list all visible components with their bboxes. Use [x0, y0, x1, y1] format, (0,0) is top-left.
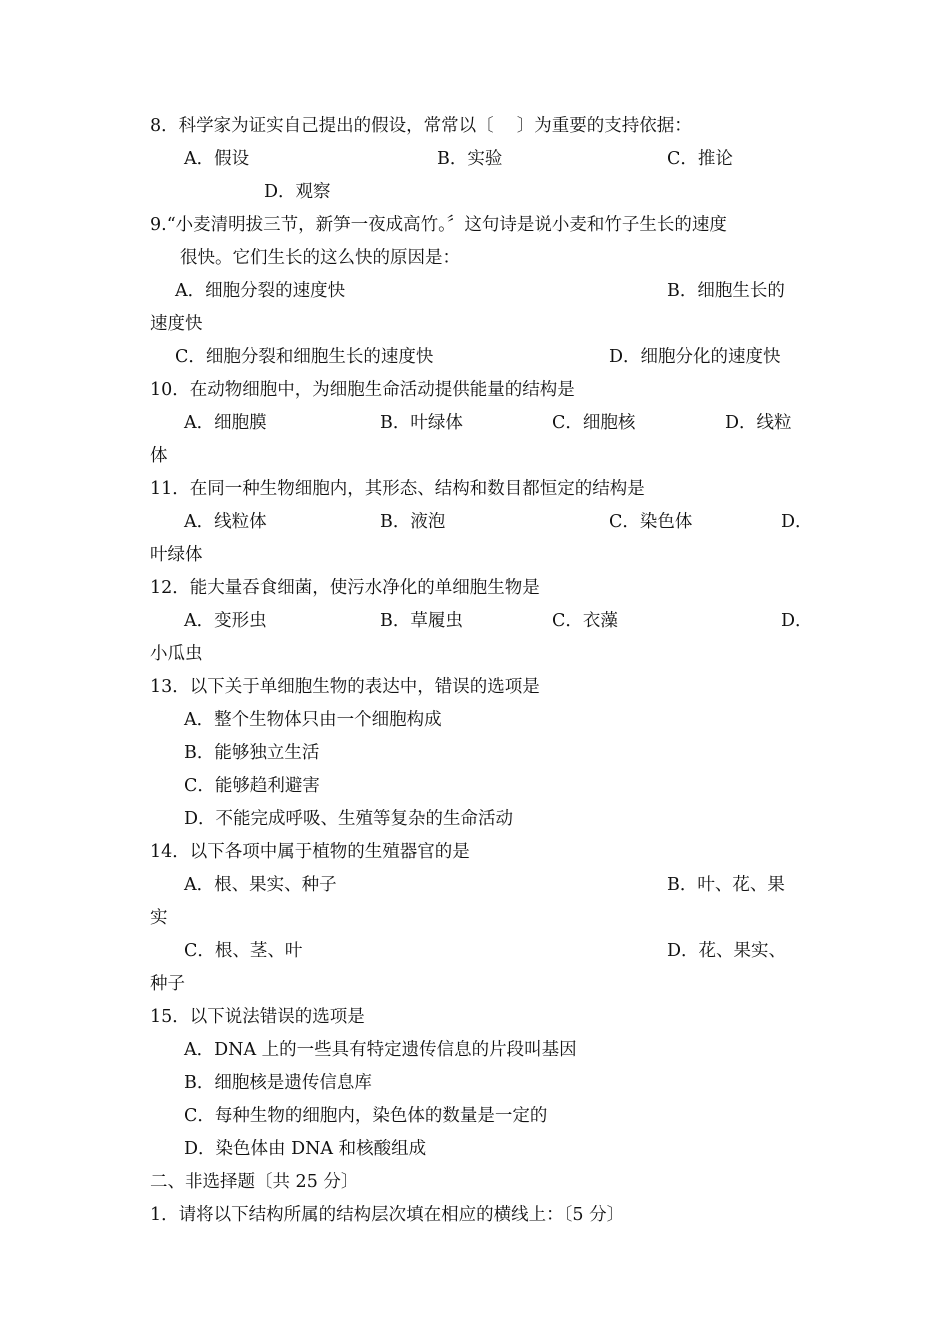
- q9-option-b: B．细胞生长的: [667, 281, 785, 301]
- q12-option-d-continued: 小瓜虫: [150, 644, 203, 664]
- q9-option-a: A．细胞分裂的速度快: [175, 281, 346, 301]
- q13-option-a: A．整个生物体只由一个细胞构成: [184, 710, 442, 730]
- q8-option-d: D．观察: [264, 182, 331, 202]
- q12-option-c: C．衣藻: [552, 611, 618, 631]
- q14-option-d: D．花、果实、: [667, 941, 787, 961]
- q13-option-b: B．能够独立生活: [184, 743, 320, 763]
- q14-option-b: B．叶、花、果: [667, 875, 785, 895]
- q8-option-c: C．推论: [667, 149, 733, 169]
- q11-option-d-continued: 叶绿体: [150, 545, 203, 565]
- q12-stem: 12．能大量吞食细菌，使污水净化的单细胞生物是: [150, 578, 540, 598]
- q15-option-d: D．染色体由 DNA 和核酸组成: [184, 1139, 427, 1159]
- section2-heading: 二、非选择题〔共 25 分〕: [150, 1172, 359, 1192]
- q15-option-b: B．细胞核是遗传信息库: [184, 1073, 372, 1093]
- q14-option-a: A．根、果实、种子: [184, 875, 337, 895]
- q11-option-b: B．液泡: [380, 512, 446, 532]
- section2-q1-stem: 1．请将以下结构所属的结构层次填在相应的横线上：〔5 分〕: [150, 1205, 625, 1225]
- q14-option-c: C．根、茎、叶: [184, 941, 303, 961]
- q13-option-d: D．不能完成呼吸、生殖等复杂的生命活动: [184, 809, 514, 829]
- q15-option-a: A．DNA 上的一些具有特定遗传信息的片段叫基因: [184, 1040, 577, 1060]
- q9-stem-line2: 很快。它们生长的这么快的原因是：: [180, 248, 460, 268]
- q14-stem: 14．以下各项中属于植物的生殖器官的是: [150, 842, 470, 862]
- q9-option-d: D．细胞分化的速度快: [609, 347, 781, 367]
- q10-option-a: A．细胞膜: [184, 413, 267, 433]
- q11-stem: 11．在同一种生物细胞内，其形态、结构和数目都恒定的结构是: [150, 479, 645, 499]
- q14-option-d-continued: 种子: [150, 974, 185, 994]
- q12-option-d: D．: [781, 611, 813, 631]
- q10-option-d-continued: 体: [150, 446, 168, 466]
- q13-stem: 13．以下关于单细胞生物的表达中，错误的选项是: [150, 677, 540, 697]
- q8-stem: 8．科学家为证实自己提出的假设，常常以〔 〕为重要的支持依据：: [150, 116, 692, 136]
- q12-option-b: B．草履虫: [380, 611, 463, 631]
- q13-option-c: C．能够趋利避害: [184, 776, 320, 796]
- q9-stem-line1: 9.“小麦清明拔三节，新笋一夜成高竹。〞这句诗是说小麦和竹子生长的速度: [150, 215, 727, 235]
- q11-option-c: C．染色体: [609, 512, 693, 532]
- q11-option-d: D．: [781, 512, 813, 532]
- q8-option-a: A．假设: [184, 149, 250, 169]
- q10-option-c: C．细胞核: [552, 413, 636, 433]
- q8-option-b: B．实验: [437, 149, 503, 169]
- q11-option-a: A．线粒体: [184, 512, 267, 532]
- q10-stem: 10．在动物细胞中，为细胞生命活动提供能量的结构是: [150, 380, 575, 400]
- q10-option-d: D．线粒: [725, 413, 792, 433]
- q14-option-b-continued: 实: [150, 908, 168, 928]
- q12-option-a: A．变形虫: [184, 611, 267, 631]
- q9-option-b-continued: 速度快: [150, 314, 203, 334]
- q15-option-c: C．每种生物的细胞内，染色体的数量是一定的: [184, 1106, 548, 1126]
- q9-option-c: C．细胞分裂和细胞生长的速度快: [175, 347, 434, 367]
- q15-stem: 15．以下说法错误的选项是: [150, 1007, 365, 1027]
- q10-option-b: B．叶绿体: [380, 413, 463, 433]
